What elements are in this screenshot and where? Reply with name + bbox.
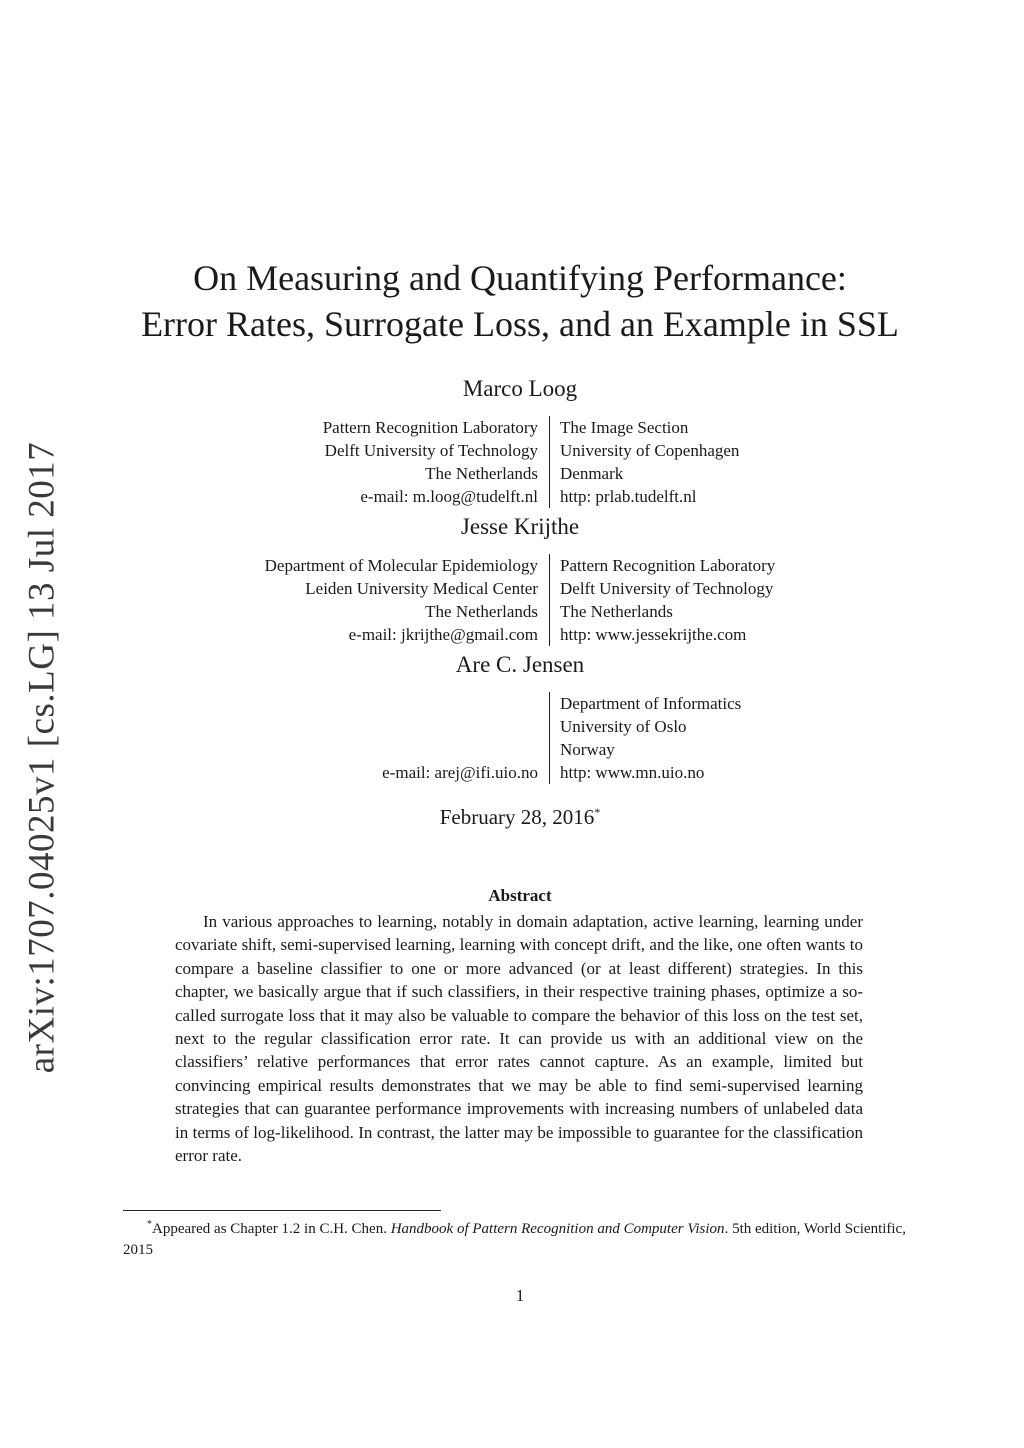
paper-date <box>120 805 920 830</box>
author-name-2: Jesse Krijthe <box>460 514 580 539</box>
paper-title <box>120 255 920 347</box>
author-name-3: Are C. Jensen <box>455 652 585 677</box>
affiliation-divider <box>549 416 550 508</box>
affiliation-divider <box>549 554 550 646</box>
author-2-email: e-mail: jkrijthe@gmail.com <box>348 625 538 644</box>
affiliation-line: The Netherlands <box>560 602 673 621</box>
author-1-affiliation-left <box>323 416 538 508</box>
footnote-text-after: . 5th edition, World Scientific, 2015 <box>123 1221 906 1258</box>
footnote-book-title: Handbook of Pattern Recognition and Computer Vision <box>390 1221 725 1237</box>
footnote-rule <box>123 1210 441 1211</box>
affiliation-divider <box>549 692 550 784</box>
affiliation-line: Delft University of Technology <box>324 441 538 460</box>
author-1-website: http: prlab.tudelft.nl <box>560 487 697 506</box>
affiliation-line: Department of Molecular Epidemiology <box>264 556 538 575</box>
affiliation-line: Leiden University Medical Center <box>305 579 538 598</box>
affiliation-line: Pattern Recognition Laboratory <box>322 418 538 437</box>
author-3-affiliation-left <box>382 761 538 784</box>
author-1-affiliation-right <box>560 416 739 508</box>
author-2-affiliation-left <box>265 554 538 646</box>
affiliation-line: Department of Informatics <box>560 694 742 713</box>
affiliation-line: Pattern Recognition Laboratory <box>560 556 776 575</box>
author-name-1: Marco Loog <box>462 376 578 401</box>
affiliation-line: Delft University of Technology <box>560 579 774 598</box>
footnote-mark: * <box>147 1219 152 1230</box>
page-number: 1 <box>515 1286 525 1305</box>
footnote-text-before: Appeared as Chapter 1.2 in C.H. Chen. <box>152 1221 391 1237</box>
arxiv-identifier-text: arXiv:1707.04025v1 [cs.LG] 13 Jul 2017 <box>21 441 63 1073</box>
affiliation-line: The Netherlands <box>425 602 538 621</box>
abstract-heading: Abstract <box>488 886 552 905</box>
affiliation-line: Norway <box>560 740 615 759</box>
affiliation-line: University of Copenhagen <box>560 441 740 460</box>
author-3-email: e-mail: arej@ifi.uio.no <box>382 763 538 782</box>
author-3-website: http: www.mn.uio.no <box>560 763 705 782</box>
abstract-body: In various approaches to learning, notably in domain adaptation, active learning, learning under covariate shift, semi-supervised learning, learning with concept drift, and the like, one often wants to compare a baseline classifier to one or more advanced (or at least different) strategies. In this chapter, we basically argue that if such classifiers, in their respective training phases, optimize a so-called surrogate loss that it may also be valuable to compare the behavior of this loss on the test set, next to the regular classification error rate. It can provide us with an additional view on the classifiers’ relative performances that error rates cannot capture. As an example, limited but convincing empirical results demonstrates that we may be able to find semi-supervised learning strategies that can guarantee performance improvements with increasing numbers of unlabeled data in terms of log-likelihood. In contrast, the latter may be impossible to guarantee for the classification error rate. <box>175 912 863 1166</box>
footnote <box>123 1214 915 1261</box>
title-line-1: On Measuring and Quantifying Performance: <box>193 258 847 298</box>
affiliation-line: Denmark <box>560 464 624 483</box>
author-2-affiliation-right <box>560 554 775 646</box>
author-1-email: e-mail: m.loog@tudelft.nl <box>360 487 538 506</box>
arxiv-identifier-stamp <box>10 441 74 1073</box>
title-line-2: Error Rates, Surrogate Loss, and an Example in SSL <box>141 304 899 344</box>
author-3-affiliation-right <box>560 692 741 784</box>
affiliation-line: The Image Section <box>560 418 689 437</box>
author-2-website: http: www.jessekrijthe.com <box>560 625 747 644</box>
date-footnote-mark: * <box>594 805 601 819</box>
affiliation-line: University of Oslo <box>560 717 687 736</box>
affiliation-line: The Netherlands <box>425 464 538 483</box>
date-text: February 28, 2016 <box>439 805 595 829</box>
